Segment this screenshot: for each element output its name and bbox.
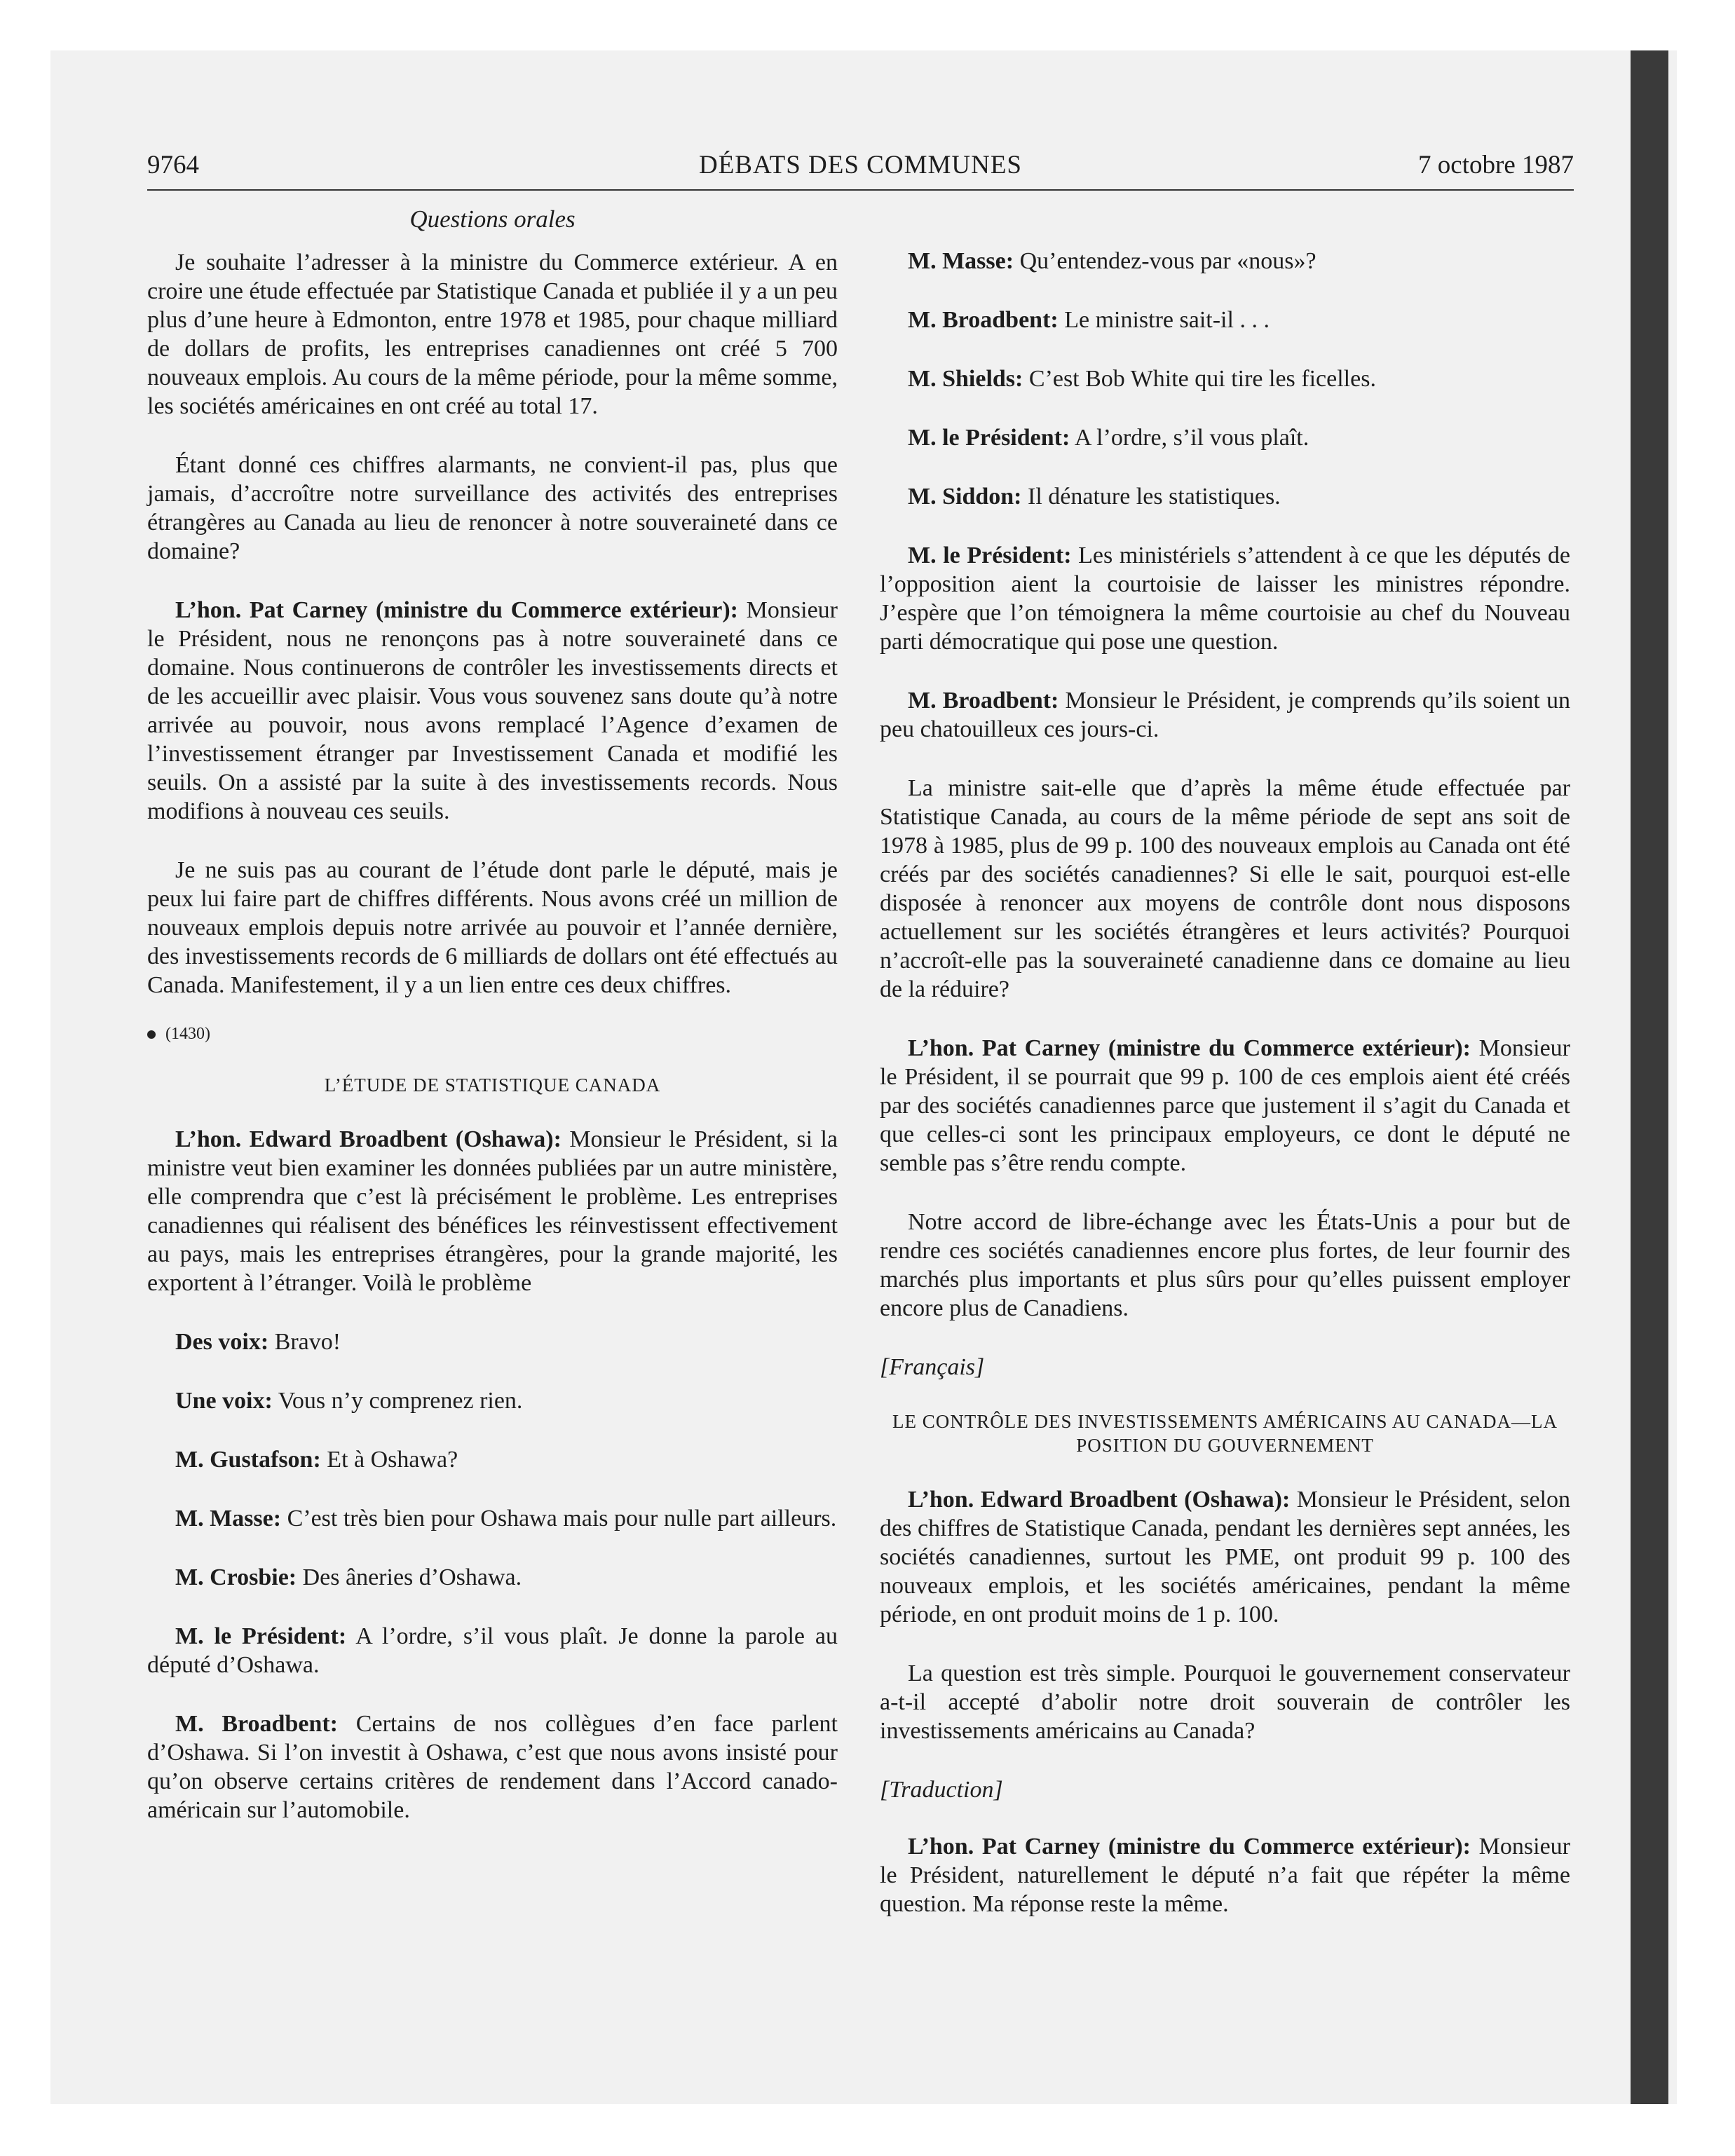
- speaker-name: M. Broadbent:: [908, 688, 1059, 714]
- page-number: 9764: [147, 151, 199, 179]
- speaker-name: M. Masse:: [908, 248, 1014, 274]
- speech-text: Qu’entendez-vous par «nous»?: [1014, 248, 1316, 274]
- speech: [880, 306, 1570, 334]
- speech: [880, 423, 1570, 452]
- speaker-name: M. Broadbent:: [908, 307, 1059, 333]
- paragraph: La question est très simple. Pourquoi le gouvernement conservateur a-t-il accepté d’abolir notre droit souverain de contrôler les investissements américains au Canada?: [880, 1660, 1570, 1744]
- running-title: Questions orales: [409, 205, 576, 233]
- speech-text: Le ministre sait-il . . .: [1058, 307, 1270, 333]
- speaker-name: M. Masse:: [175, 1506, 282, 1531]
- speech: [147, 1622, 838, 1679]
- section-subheading: LE CONTRÔLE DES INVESTISSEMENTS AMÉRICAINS AU CANADA—LA POSITION DU GOUVERNEMENT: [892, 1411, 1558, 1456]
- speech: [880, 247, 1570, 275]
- speech-text: A l’ordre, s’il vous plaît.: [1070, 425, 1309, 451]
- speech: [880, 482, 1570, 511]
- paragraph: Notre accord de libre-échange avec les États-Unis a pour but de rendre ces sociétés canadiennes encore plus fortes, de leur fournir des marchés plus importants et plus sûrs pour qu’elles puissent employer encore plus de Canadiens.: [880, 1209, 1570, 1321]
- speech-text: Les ministériels s’attendent à ce que les députés de l’opposition aient la courtoisie de laisser les ministres répondre. J’espère que l’on témoignera la même courtoisie au chef du Nouveau parti démocratique qui pose une question.: [880, 543, 1570, 655]
- language-marker: [Traduction]: [880, 1777, 1003, 1803]
- speaker-name: M. Shields:: [908, 366, 1023, 392]
- speech: [147, 1125, 838, 1297]
- speech: [147, 596, 838, 826]
- speech: [147, 1445, 838, 1474]
- right-column: [880, 247, 1570, 1949]
- page-header: [147, 147, 1574, 191]
- page-date: 7 octobre 1987: [1418, 151, 1574, 179]
- speaker-name: Une voix:: [175, 1388, 273, 1414]
- paragraph: Étant donné ces chiffres alarmants, ne convient-il pas, plus que jamais, d’accroître notre surveillance des activités des entreprises étrangères au Canada au lieu de renoncer à notre souveraineté dans ce domaine?: [147, 452, 838, 564]
- speech: [880, 1832, 1570, 1918]
- speech-text: Des âneries d’Oshawa.: [297, 1564, 522, 1590]
- speaker-name: M. le Président:: [908, 425, 1070, 451]
- speech: [147, 1328, 838, 1356]
- left-column: [147, 203, 838, 1855]
- speaker-name: M. Gustafson:: [175, 1447, 321, 1473]
- speaker-name: Des voix:: [175, 1329, 269, 1355]
- speech-text: Bravo!: [268, 1329, 341, 1355]
- speaker-name: L’hon. Edward Broadbent (Oshawa):: [175, 1126, 562, 1152]
- paragraph: La ministre sait-elle que d’après la même étude effectuée par Statistique Canada, au cours de la même période de sept ans soit de 1978 à 1985, plus de 99 p. 100 des nouveaux emplois au Canada ont été créés par des sociétés canadiennes? Si elle le sait, pourquoi est-elle disposée à renoncer aux moyens de contrôle dont nous disposons actuellement sur les sociétés étrangères et leurs activités? Pourquoi n’accroît-elle pas la souveraineté canadienne dans ce domaine au lieu de la réduire?: [880, 775, 1570, 1002]
- speech: [147, 1563, 838, 1592]
- speech: [147, 1710, 838, 1824]
- paragraph: Je ne suis pas au courant de l’étude dont parle le député, mais je peux lui faire part de chiffres différents. Nous avons créé un million de nouveaux emplois depuis notre arrivée au pouvoir et l’année dernière, des investissements records de 6 milliards de dollars ont été effectués au Canada. Manifestement, il y a un lien entre ces deux chiffres.: [147, 857, 838, 998]
- speech: [880, 1485, 1570, 1629]
- speaker-name: M. Crosbie:: [175, 1564, 297, 1590]
- section-subheading: L’ÉTUDE DE STATISTIQUE CANADA: [324, 1074, 661, 1096]
- speech-text: C’est très bien pour Oshawa mais pour nulle part ailleurs.: [281, 1506, 837, 1531]
- speech: [880, 541, 1570, 656]
- speech-text: Certains de nos collègues d’en face parlent d’Oshawa. Si l’on investit à Oshawa, c’est que nous avons insisté pour qu’on observe certains critères de rendement dans l’Accord canado-américain sur l’automobile.: [147, 1711, 838, 1823]
- speaker-name: L’hon. Pat Carney (ministre du Commerce extérieur):: [908, 1035, 1471, 1061]
- speech-text: Et à Oshawa?: [320, 1447, 458, 1473]
- speech-text: Vous n’y comprenez rien.: [272, 1388, 523, 1414]
- time-marker-text: (1430): [165, 1025, 210, 1043]
- speaker-name: M. Broadbent:: [175, 1711, 339, 1737]
- speaker-name: M. le Président:: [908, 543, 1072, 568]
- speaker-name: L’hon. Pat Carney (ministre du Commerce extérieur):: [908, 1834, 1471, 1860]
- speech: [880, 1034, 1570, 1178]
- speech: [880, 364, 1570, 393]
- publication-title: DÉBATS DES COMMUNES: [698, 151, 1022, 179]
- speech-text: Monsieur le Président, selon des chiffres de Statistique Canada, pendant les dernières sept années, les sociétés canadiennes, surtout les PME, ont produit 99 p. 100 des nouveaux emplois, et les sociétés américaines, pendant la même période, en ont produit moins de 1 p. 100.: [880, 1487, 1570, 1628]
- speaker-name: M. Siddon:: [908, 484, 1022, 510]
- speaker-name: L’hon. Pat Carney (ministre du Commerce extérieur):: [175, 597, 739, 623]
- bullet-icon: [147, 1030, 156, 1039]
- speech: [880, 686, 1570, 744]
- speaker-name: L’hon. Edward Broadbent (Oshawa):: [908, 1487, 1291, 1513]
- speaker-name: M. le Président:: [175, 1623, 347, 1649]
- speech-text: Monsieur le Président, naturellement le député n’a fait que répéter la même question. Ma réponse reste la même.: [880, 1834, 1570, 1917]
- speech-text: Monsieur le Président, je comprends qu’ils soient un peu chatouilleux ces jours-ci.: [880, 688, 1570, 742]
- speech-text: Monsieur le Président, il se pourrait que 99 p. 100 de ces emplois aient été créés par des sociétés canadiennes parce que justement il s’agit du Canada et que celles-ci sont les principaux employeurs, ce dont le député ne semble pas s’être rendu compte.: [880, 1035, 1570, 1176]
- paragraph: Je souhaite l’adresser à la ministre du Commerce extérieur. A en croire une étude effectuée par Statistique Canada et publiée il y a un peu plus d’une heure à Edmonton, entre 1978 et 1985, pour chaque milliard de dollars de profits, les entreprises canadiennes ont créé 5 700 nouveaux emplois. Au cours de la même période, pour la même somme, les sociétés américaines en ont créé au total 17.: [147, 250, 838, 419]
- speech: [147, 1504, 838, 1533]
- page-edge-shadow: [1631, 50, 1668, 2104]
- speech-text: Il dénature les statistiques.: [1021, 484, 1281, 510]
- speech-text: Monsieur le Président, nous ne renonçons pas à notre souveraineté dans ce domaine. Nous continuerons de contrôler les investissements directs et de les accueillir avec plaisir. Vous vous souvenez sans doute qu’à notre arrivée au pouvoir, nous avons remplacé l’Agence d’examen de l’investissement étranger par Investissement Canada et modifié les seuils. On a assisté par la suite à des investissements records. Nous modifions à nouveau ces seuils.: [147, 597, 838, 824]
- speech-text: A l’ordre, s’il vous plaît. Je donne la parole au député d’Oshawa.: [147, 1623, 838, 1678]
- time-marker: [147, 1023, 838, 1045]
- language-marker: [Français]: [880, 1354, 985, 1380]
- speech: [147, 1386, 838, 1415]
- speech-text: C’est Bob White qui tire les ficelles.: [1023, 366, 1376, 392]
- speech-text: Monsieur le Président, si la ministre veut bien examiner les données publiées par un autre ministère, elle comprendra que c’est là précisément le problème. Les entreprises canadiennes qui réalisent des bénéfices les réinvestissent effectivement au pays, mais les entreprises étrangères, pour la grande majorité, les exportent à l’étranger. Voilà le problème: [147, 1126, 838, 1296]
